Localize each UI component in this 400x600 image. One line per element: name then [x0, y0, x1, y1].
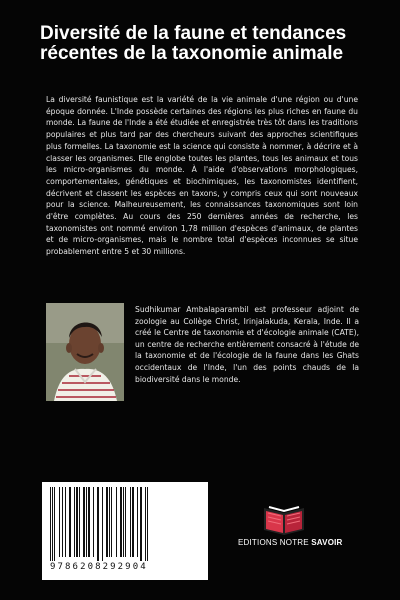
barcode-bar — [93, 487, 94, 557]
barcode-bar — [145, 487, 146, 561]
barcode-bar — [86, 487, 87, 557]
barcode-bar — [111, 487, 112, 557]
book-summary: La diversité faunistique est la variété de la vie animale d'une région ou d'une époque donnée. L'Inde possède certaines des régions les plus riches en faune du monde. La faune de l'Inde a été étudiée et enregistrée très tôt dans les traditions populaires et plus tard par des chercheurs suivant des approches scientifiques plus formelles. La taxonomie est la science qui consiste à nommer, à décrire et à classer les organismes. Elle englobe toutes les plantes, tous les animaux et tous les micro-organismes du monde. À l'aide d'observations morphologiques, comportementales, génétiques et biochimiques, les taxonomistes identifient, décrivent et classent les espèces en taxons, y compris ceux qui sont nouveaux pour la science. Malheureusement, les connaissances taxonomiques sont loin d'être complètes. Au cours des 250 dernières années de recherche, les taxonomistes ont nommé environ 1,78 million d'espèces d'animaux, de plantes et de micro-organismes, mais le nombre total d'espèces inconnues se situe probablement entre 5 et 30 millions. — [46, 95, 358, 257]
barcode-bar — [123, 487, 124, 557]
barcode-bar — [109, 487, 110, 557]
book-title: Diversité de la faune et tendances récentes de la taxonomie animale — [40, 23, 347, 64]
barcode-bar — [59, 487, 60, 557]
barcode-bar — [125, 487, 126, 557]
publisher-name-emphasis: SAVOIR — [311, 538, 343, 547]
barcode-bar — [88, 487, 90, 557]
barcode-bar — [52, 487, 53, 561]
barcode-bar — [83, 487, 85, 557]
barcode-bar — [50, 487, 51, 561]
barcode-bar — [54, 487, 55, 561]
isbn-number: 9786208292904 — [50, 562, 148, 572]
barcode-bar — [79, 487, 80, 557]
barcode-bar — [120, 487, 122, 557]
barcode-bar — [140, 487, 142, 561]
barcode-bar — [132, 487, 134, 557]
barcode-bar — [69, 487, 71, 557]
isbn-barcode — [42, 482, 208, 580]
open-book-icon — [262, 502, 306, 538]
barcode-bar — [116, 487, 117, 557]
barcode-bar — [106, 487, 108, 557]
author-bio: Sudhikumar Ambalaparambil est professeur adjoint de zoologie au Collège Christ, Irinjalakuda, Kerala, Inde. Il a créé le Centre de taxonomie et d'écologie animale (CATE), un centre de recherche entièrement consacré à l'étude de la taxonomie et de l'écologie de la faune dans les Ghats occidentaux de l'Inde, l'un des points chauds de la biodiversité dans le monde. — [135, 305, 359, 384]
barcode-bar — [76, 487, 78, 557]
barcode-bar — [147, 487, 148, 561]
barcode-bar — [65, 487, 66, 557]
publisher-name-prefix: EDITIONS NOTRE — [238, 538, 312, 547]
barcode-bar — [130, 487, 131, 557]
barcode-bar — [62, 487, 63, 557]
barcode-bar — [97, 487, 99, 561]
barcode-bar — [137, 487, 138, 557]
barcode-bar — [102, 487, 103, 561]
publisher-name — [238, 538, 350, 548]
barcode-bar — [74, 487, 75, 557]
author-photo — [46, 303, 124, 401]
